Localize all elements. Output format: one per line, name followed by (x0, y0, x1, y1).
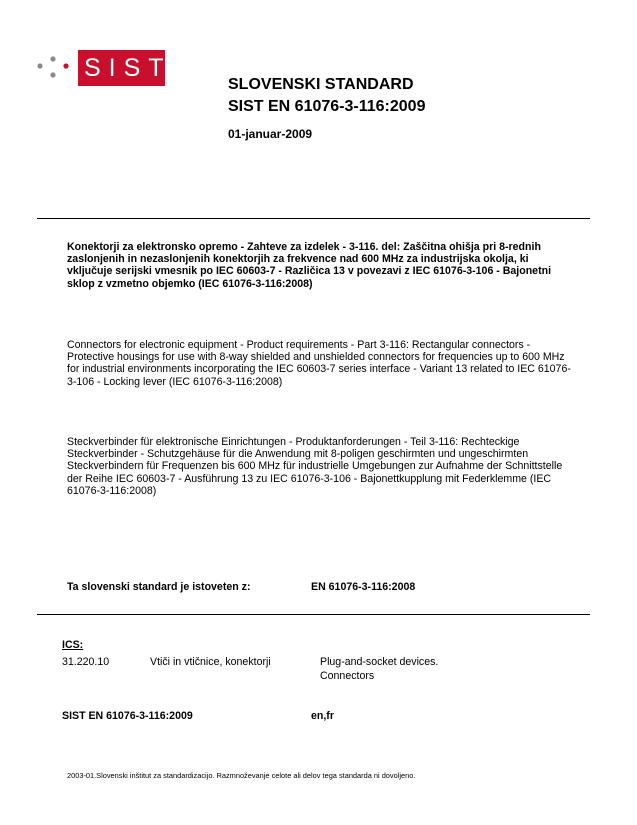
standard-code: SIST EN 61076-3-116:2009 (62, 710, 193, 722)
title-english: Connectors for electronic equipment - Product requirements - Part 3-116: Rectangular connectors - Protective housings for use with 8-way shielded and unshielded connectors for frequencies up to 600 MHz for industrial environments incorporating the IEC 60603-7 series interface - Variant 13 related to IEC 61076-3-106 - Locking lever (IEC 61076-3-116:2008) (67, 339, 571, 388)
standard-languages: en,fr (311, 710, 334, 722)
logo-dots-icon (36, 53, 76, 87)
ics-description-en-line2: Connectors (320, 670, 375, 682)
bottom-divider (37, 614, 590, 615)
top-divider (37, 218, 590, 219)
ics-description-sl: Vtiči in vtičnice, konektorji (150, 656, 271, 668)
copyright-footer: 2003-01.Slovenski inštitut za standardizacijo. Razmnoževanje celote ali delov tega standarda ni dovoljeno. (67, 771, 416, 780)
ics-code: 31.220.10 (62, 656, 110, 668)
title-slovenian: Konektorji za elektronsko opremo - Zahteve za izdelek - 3-116. del: Zaščitna ohišja pri 8-rednih zaslonjenih in nezaslonjenih konektorjih za frekvence nad 600 MHz za industrijska okolja, ki vključuje serijski vmesnik po IEC 60603-7 - Različica 13 v povezavi z IEC 61076-3-106 - Bajonetni sklop z vzmetno objemko (IEC 61076-3-116:2008) (67, 241, 552, 290)
title-german: Steckverbinder für elektronische Einrichtungen - Produktanforderungen - Teil 3-116: Rechteckige Steckverbinder - Schutzgehäuse für die Anwendung mit 8-poligen geschirmten und ungeschirmten Steckverbindern für Frequenzen bis 600 MHz für industrielle Umgebungen zur Aufnahme der Schnittstelle der Reihe IEC 60603-7 - Ausführung 13 zu IEC 61076-3-106 - Bajonettkupplung mit Federklemme (IEC 61076-3-116:2008) (67, 436, 563, 497)
identity-value: EN 61076-3-116:2008 (311, 581, 416, 593)
publication-date: 01-januar-2009 (228, 127, 313, 141)
standard-number: SIST EN 61076-3-116:2009 (228, 98, 426, 115)
identity-label: Ta slovenski standard je istoveten z: (67, 581, 251, 593)
ics-heading: ICS: (62, 639, 84, 651)
sist-logo: SIST (78, 50, 165, 86)
ics-description-en-line1: Plug-and-socket devices. (320, 656, 439, 668)
standard-heading: SLOVENSKI STANDARD (228, 76, 414, 93)
